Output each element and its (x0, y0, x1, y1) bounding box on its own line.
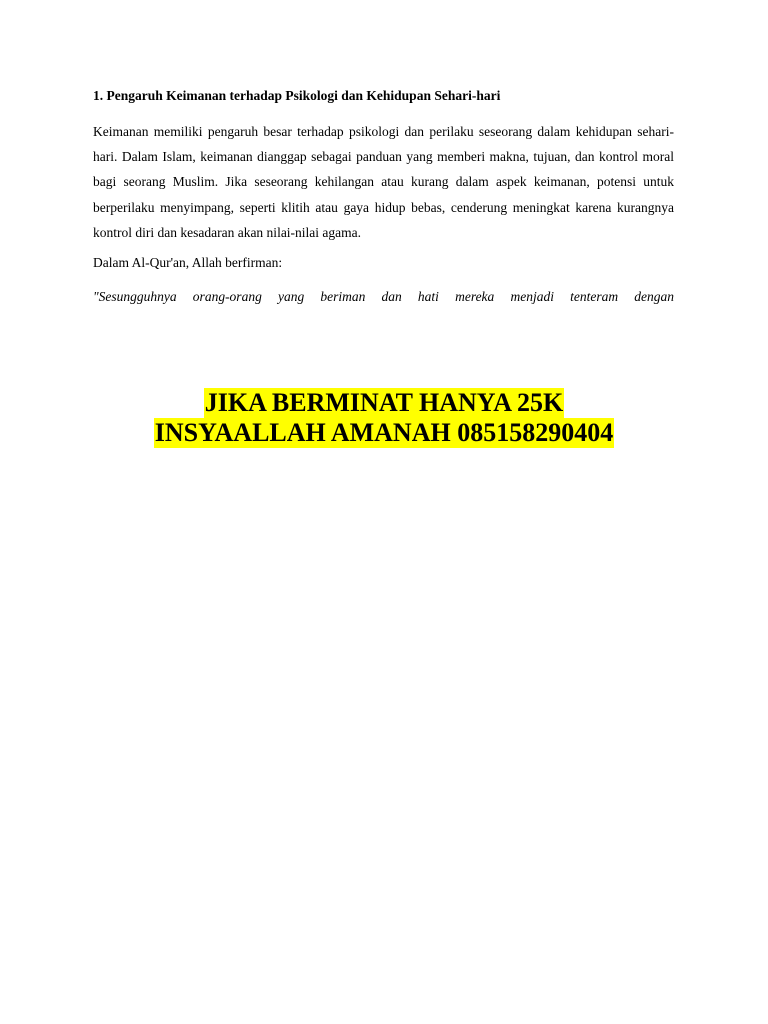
quran-quote (93, 287, 674, 307)
promo-line-price: JIKA BERMINAT HANYA 25K (204, 388, 564, 417)
document-body (93, 86, 674, 307)
promo-line-contact: INSYAALLAH AMANAH 085158290404 (154, 418, 614, 447)
section-heading: 1. Pengaruh Keimanan terhadap Psikologi dan Kehidupan Sehari-hari (93, 88, 501, 103)
quran-quote-text: "Sesungguhnya orang-orang yang beriman dan hati mereka menjadi tenteram dengan (93, 289, 674, 305)
body-paragraph: Keimanan memiliki pengaruh besar terhadap psikologi dan perilaku seseorang dalam kehidupan sehari-hari. Dalam Islam, keimanan dianggap sebagai panduan yang memberi makna, tujuan, dan kontrol moral bagi seorang Muslim. Jika seseorang kehilangan atau kurang dalam aspek keimanan, potensi untuk berperilaku menyimpang, seperti klitih atau gaya hidup bebas, cenderung meningkat karena kurangnya kontrol diri dan kesadaran akan nilai-nilai agama. (93, 124, 674, 240)
quote-intro: Dalam Al-Qur'an, Allah berfirman: (93, 255, 283, 271)
promo-banner (0, 388, 768, 448)
